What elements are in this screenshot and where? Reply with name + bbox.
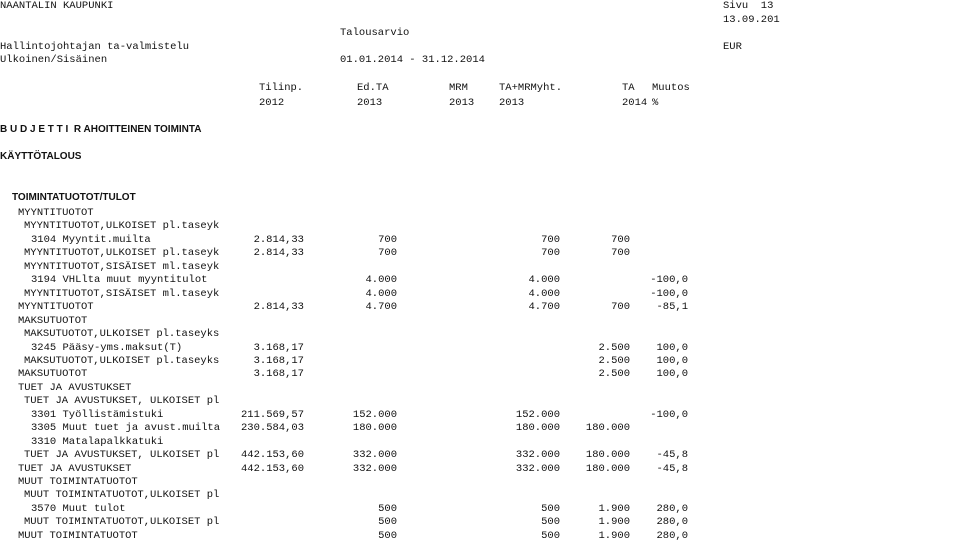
row-value: 4.000 bbox=[365, 287, 397, 300]
row-value: -100,0 bbox=[650, 287, 688, 300]
row-value: 180.000 bbox=[515, 422, 560, 435]
row-value: 3.168,17 bbox=[253, 368, 304, 381]
row-label: MAKSUTUOTOT,ULKOISET pl.taseyks bbox=[24, 354, 220, 367]
row-value: 280,0 bbox=[656, 529, 688, 542]
row-value: 700 bbox=[611, 301, 630, 314]
row-value: 500 bbox=[541, 529, 560, 542]
section-subtitle: KÄYTTÖTALOUS bbox=[0, 151, 82, 162]
row-value: 3.168,17 bbox=[253, 354, 304, 367]
row-label: MYYNTITUOTOT bbox=[18, 207, 94, 219]
budget-phase: Hallintojohtajan ta-valmistelu bbox=[0, 41, 190, 53]
col-header-year: 2014 bbox=[622, 97, 648, 109]
row-label: MUUT TOIMINTATUOTOT bbox=[18, 476, 138, 488]
row-value: 2.814,33 bbox=[253, 247, 304, 260]
col-header-year: 2013 bbox=[449, 97, 475, 109]
row-value: 152.000 bbox=[515, 408, 560, 421]
row-value: 442.153,60 bbox=[240, 449, 304, 462]
col-header: Ed.TA bbox=[357, 82, 389, 94]
row-value: 180.000 bbox=[585, 422, 630, 435]
row-label: MAKSUTUOTOT bbox=[18, 368, 88, 381]
row-value: 500 bbox=[541, 502, 560, 515]
row-value: 100,0 bbox=[656, 368, 688, 381]
row-label: 3310 Matalapalkkatuki bbox=[31, 435, 164, 448]
row-label: 3301 Työllistämistuki bbox=[31, 408, 164, 421]
row-label: 3104 Myyntit.muilta bbox=[31, 233, 151, 246]
col-header-year: 2013 bbox=[499, 97, 525, 109]
col-header-year: 2013 bbox=[357, 97, 383, 109]
row-value: 1.900 bbox=[598, 529, 630, 542]
row-value: 1.900 bbox=[598, 502, 630, 515]
row-value: 332.000 bbox=[352, 449, 397, 462]
row-label: MUUT TOIMINTATUOTOT,ULKOISET pl bbox=[24, 516, 220, 529]
section-title: B U D J E T T I R AHOITTEINEN TOIMINTA bbox=[0, 124, 202, 135]
row-label: 3305 Muut tuet ja avust.muilta bbox=[31, 422, 221, 435]
period: 01.01.2014 - 31.12.2014 bbox=[340, 54, 485, 66]
row-value: 4.000 bbox=[365, 274, 397, 287]
row-label: MAKSUTUOTOT bbox=[18, 314, 88, 327]
row-value: 442.153,60 bbox=[240, 462, 304, 475]
row-value: 280,0 bbox=[656, 502, 688, 515]
print-date: 13.09.201 bbox=[723, 14, 780, 26]
row-value: 700 bbox=[541, 233, 560, 246]
col-header: Tilinp. bbox=[259, 82, 304, 94]
row-label: MUUT TOIMINTATUOTOT,ULKOISET pl bbox=[24, 489, 220, 502]
row-value: 4.000 bbox=[528, 274, 560, 287]
row-value: 180.000 bbox=[352, 422, 397, 435]
row-label: MYYNTITUOTOT bbox=[18, 301, 94, 314]
row-label: 3570 Muut tulot bbox=[31, 502, 126, 515]
row-value: 180.000 bbox=[585, 449, 630, 462]
row-label: 3194 VHLlta muut myyntitulot bbox=[31, 274, 208, 287]
org-name: NAANTALIN KAUPUNKI bbox=[0, 0, 114, 12]
row-label: 3245 Pääsy-yms.maksut(T) bbox=[31, 341, 183, 354]
row-value: -100,0 bbox=[650, 408, 688, 421]
row-label: MUUT TOIMINTATUOTOT bbox=[18, 529, 138, 542]
row-value: 4.700 bbox=[365, 301, 397, 314]
row-value: 332.000 bbox=[515, 462, 560, 475]
row-value: 500 bbox=[378, 502, 397, 515]
col-header: TA+MRMyht. bbox=[499, 82, 563, 94]
row-value: 152.000 bbox=[352, 408, 397, 421]
document-title: Talousarvio bbox=[340, 27, 410, 39]
row-label: TUET JA AVUSTUKSET, ULKOISET pl bbox=[24, 449, 220, 462]
row-value: 700 bbox=[611, 247, 630, 260]
row-value: 700 bbox=[378, 233, 397, 246]
row-value: 211.569,57 bbox=[240, 408, 304, 421]
row-label: MAKSUTUOTOT,ULKOISET pl.taseyks bbox=[24, 328, 220, 341]
row-value: 1.900 bbox=[598, 516, 630, 529]
row-label: MYYNTITUOTOT,ULKOISET pl.taseyk bbox=[24, 247, 220, 260]
row-value: 2.500 bbox=[598, 341, 630, 354]
row-value: -85,1 bbox=[656, 301, 688, 314]
row-value: 4.000 bbox=[528, 287, 560, 300]
row-label: TUET JA AVUSTUKSET, ULKOISET pl bbox=[24, 395, 220, 408]
row-value: 2.500 bbox=[598, 354, 630, 367]
row-value: 500 bbox=[541, 516, 560, 529]
row-label: MYYNTITUOTOT,SISÄISET ml.taseyk bbox=[24, 260, 220, 273]
row-value: -100,0 bbox=[650, 274, 688, 287]
row-value: 280,0 bbox=[656, 516, 688, 529]
row-label: TUET JA AVUSTUKSET bbox=[18, 462, 132, 475]
row-label: MYYNTITUOTOT,ULKOISET pl.taseyk bbox=[24, 220, 220, 233]
row-value: -45,8 bbox=[656, 462, 688, 475]
row-value: 700 bbox=[378, 247, 397, 260]
col-header: MRM bbox=[449, 82, 468, 94]
row-value: 230.584,03 bbox=[240, 422, 304, 435]
col-header-year: 2012 bbox=[259, 97, 285, 109]
col-header: TA bbox=[622, 82, 635, 94]
currency: EUR bbox=[723, 41, 742, 53]
row-value: 180.000 bbox=[585, 462, 630, 475]
row-value: -45,8 bbox=[656, 449, 688, 462]
row-value: 332.000 bbox=[352, 462, 397, 475]
page-number: Sivu 13 bbox=[723, 0, 774, 12]
row-value: 500 bbox=[378, 529, 397, 542]
row-label: MYYNTITUOTOT,SISÄISET ml.taseyk bbox=[24, 287, 220, 300]
row-value: 2.814,33 bbox=[253, 301, 304, 314]
row-value: 100,0 bbox=[656, 354, 688, 367]
group-title: TOIMINTATUOTOT/TULOT bbox=[12, 192, 136, 203]
row-value: 4.700 bbox=[528, 301, 560, 314]
row-value: 500 bbox=[378, 516, 397, 529]
scope: Ulkoinen/Sisäinen bbox=[0, 54, 108, 66]
row-value: 332.000 bbox=[515, 449, 560, 462]
row-value: 2.500 bbox=[598, 368, 630, 381]
col-header-year: % bbox=[652, 97, 659, 109]
row-value: 100,0 bbox=[656, 341, 688, 354]
row-value: 3.168,17 bbox=[253, 341, 304, 354]
row-label: TUET JA AVUSTUKSET bbox=[18, 381, 132, 394]
col-header: Muutos bbox=[652, 82, 690, 94]
row-value: 700 bbox=[541, 247, 560, 260]
row-value: 700 bbox=[611, 233, 630, 246]
row-value: 2.814,33 bbox=[253, 233, 304, 246]
